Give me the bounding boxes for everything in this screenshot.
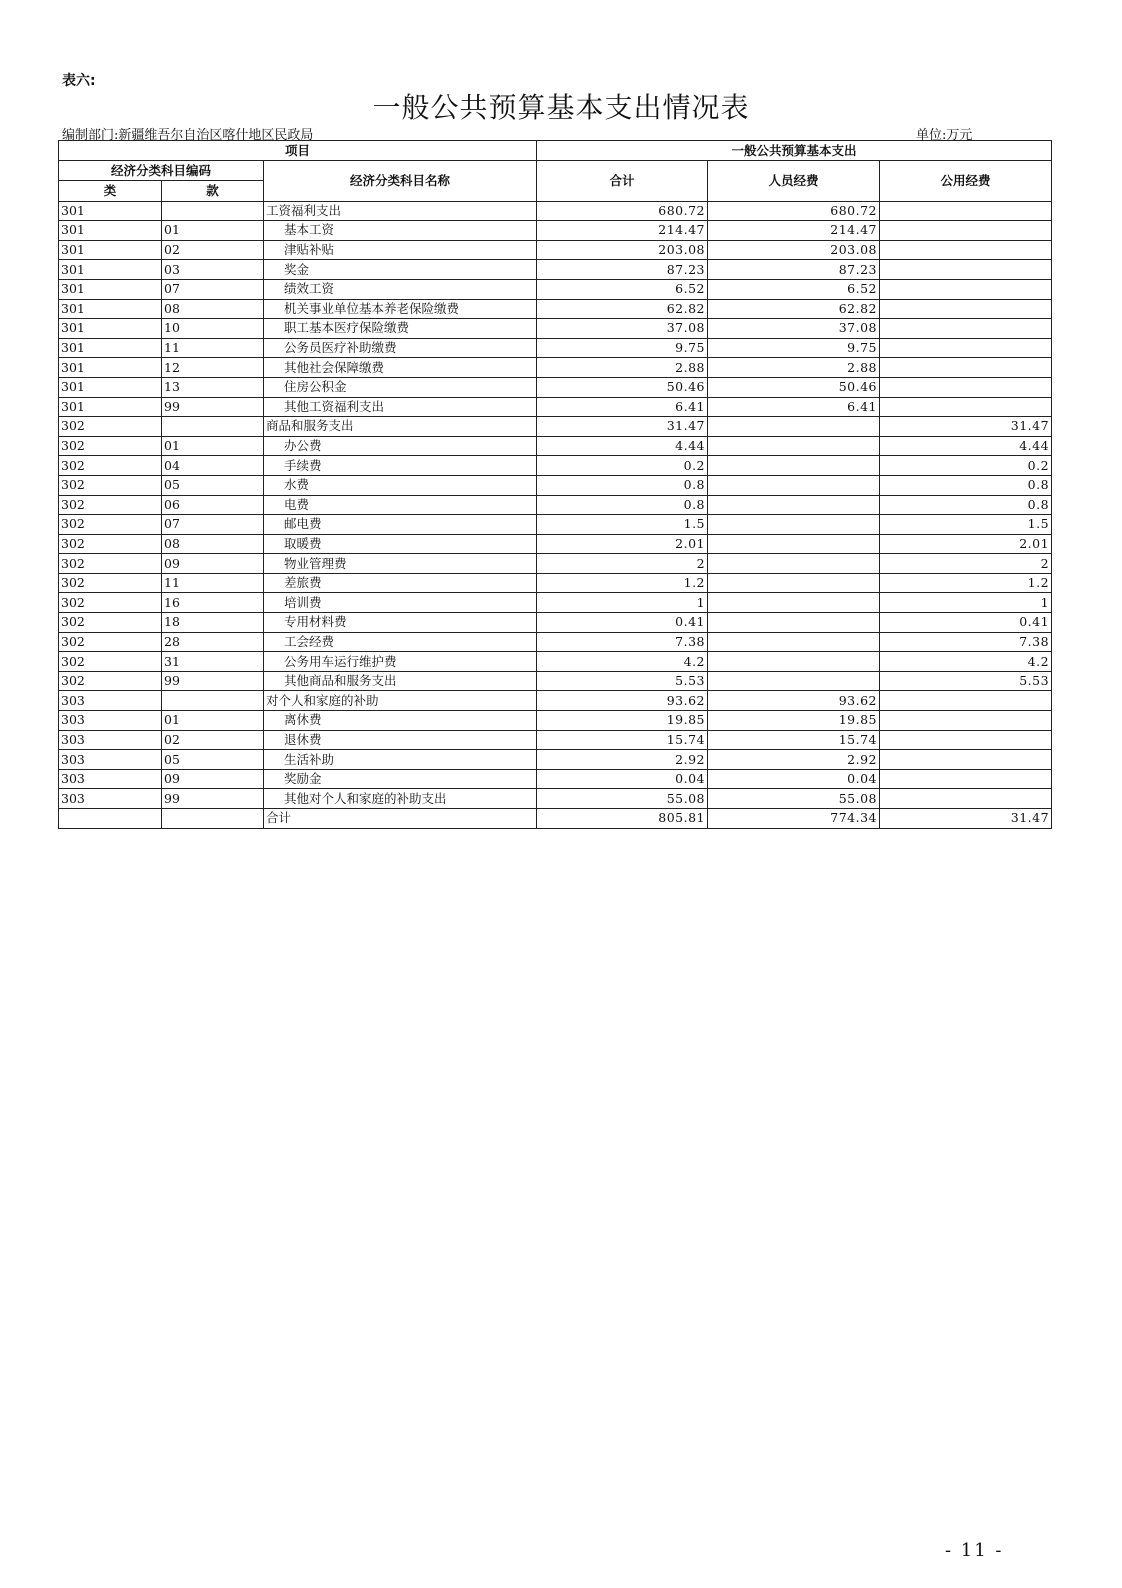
cell-name: 公务用车运行维护费 xyxy=(264,652,537,672)
header-budget-group: 一般公共预算基本支出 xyxy=(537,141,1052,161)
cell-total: 62.82 xyxy=(537,299,708,319)
cell-name: 其他商品和服务支出 xyxy=(264,671,537,691)
cell-personnel: 55.08 xyxy=(708,789,880,809)
header-kuan: 款 xyxy=(162,181,264,202)
cell-public xyxy=(880,691,1052,711)
cell-public xyxy=(880,358,1052,378)
cell-name: 其他社会保障缴费 xyxy=(264,358,537,378)
cell-lei: 301 xyxy=(59,240,162,260)
cell-lei: 301 xyxy=(59,319,162,339)
cell-name: 退休费 xyxy=(264,730,537,750)
cell-kuan xyxy=(162,201,264,221)
cell-personnel: 680.72 xyxy=(708,201,880,221)
cell-personnel xyxy=(708,475,880,495)
cell-lei: 301 xyxy=(59,358,162,378)
cell-personnel xyxy=(708,554,880,574)
cell-kuan: 99 xyxy=(162,671,264,691)
cell-total: 680.72 xyxy=(537,201,708,221)
cell-total: 93.62 xyxy=(537,691,708,711)
header-code-group: 经济分类科目编码 xyxy=(59,160,264,181)
cell-lei: 301 xyxy=(59,201,162,221)
cell-kuan: 99 xyxy=(162,789,264,809)
cell-lei: 302 xyxy=(59,417,162,437)
cell-public xyxy=(880,279,1052,299)
cell-lei: 302 xyxy=(59,554,162,574)
table-body xyxy=(59,201,1052,828)
cell-kuan: 16 xyxy=(162,593,264,613)
cell-personnel: 214.47 xyxy=(708,221,880,241)
cell-personnel: 37.08 xyxy=(708,319,880,339)
cell-personnel: 87.23 xyxy=(708,260,880,280)
cell-personnel: 93.62 xyxy=(708,691,880,711)
cell-personnel: 9.75 xyxy=(708,338,880,358)
cell-kuan: 02 xyxy=(162,240,264,260)
cell-public xyxy=(880,750,1052,770)
cell-total: 9.75 xyxy=(537,338,708,358)
cell-public: 5.53 xyxy=(880,671,1052,691)
cell-personnel xyxy=(708,573,880,593)
cell-public: 0.8 xyxy=(880,495,1052,515)
cell-name: 奖金 xyxy=(264,260,537,280)
cell-public xyxy=(880,201,1052,221)
cell-total: 87.23 xyxy=(537,260,708,280)
cell-public: 4.2 xyxy=(880,652,1052,672)
cell-kuan xyxy=(162,691,264,711)
table-row xyxy=(59,691,1052,711)
department-label: 编制部门:新疆维吾尔自治区喀什地区民政局 xyxy=(62,128,314,143)
cell-name: 机关事业单位基本养老保险缴费 xyxy=(264,299,537,319)
cell-lei: 301 xyxy=(59,377,162,397)
cell-name: 生活补助 xyxy=(264,750,537,770)
cell-kuan xyxy=(162,809,264,829)
cell-name: 专用材料费 xyxy=(264,613,537,633)
cell-personnel xyxy=(708,436,880,456)
table-row xyxy=(59,750,1052,770)
cell-kuan: 31 xyxy=(162,652,264,672)
cell-public xyxy=(880,319,1052,339)
header-lei: 类 xyxy=(59,181,162,202)
cell-lei: 303 xyxy=(59,750,162,770)
cell-name: 对个人和家庭的补助 xyxy=(264,691,537,711)
cell-public: 2.01 xyxy=(880,534,1052,554)
cell-kuan: 02 xyxy=(162,730,264,750)
cell-personnel: 62.82 xyxy=(708,299,880,319)
cell-personnel xyxy=(708,593,880,613)
cell-kuan: 01 xyxy=(162,711,264,731)
table-row xyxy=(59,456,1052,476)
cell-name: 差旅费 xyxy=(264,573,537,593)
cell-total: 6.52 xyxy=(537,279,708,299)
cell-public xyxy=(880,338,1052,358)
cell-lei xyxy=(59,809,162,829)
cell-total: 4.44 xyxy=(537,436,708,456)
cell-total: 50.46 xyxy=(537,377,708,397)
total-row xyxy=(59,809,1052,829)
cell-public: 31.47 xyxy=(880,809,1052,829)
cell-total: 0.8 xyxy=(537,475,708,495)
cell-personnel xyxy=(708,632,880,652)
cell-kuan: 04 xyxy=(162,456,264,476)
cell-name: 物业管理费 xyxy=(264,554,537,574)
table-row xyxy=(59,338,1052,358)
cell-name: 合计 xyxy=(264,809,537,829)
table-row xyxy=(59,377,1052,397)
cell-name: 手续费 xyxy=(264,456,537,476)
cell-public: 2 xyxy=(880,554,1052,574)
cell-lei: 301 xyxy=(59,397,162,417)
cell-lei: 303 xyxy=(59,769,162,789)
cell-personnel xyxy=(708,671,880,691)
cell-public xyxy=(880,260,1052,280)
cell-lei: 301 xyxy=(59,338,162,358)
cell-kuan: 01 xyxy=(162,221,264,241)
table-row xyxy=(59,358,1052,378)
cell-public: 1 xyxy=(880,593,1052,613)
cell-public xyxy=(880,769,1052,789)
cell-lei: 301 xyxy=(59,260,162,280)
table-row xyxy=(59,475,1052,495)
table-row xyxy=(59,671,1052,691)
header-personnel: 人员经费 xyxy=(708,160,880,201)
table-row xyxy=(59,260,1052,280)
cell-kuan: 10 xyxy=(162,319,264,339)
cell-lei: 302 xyxy=(59,573,162,593)
table-row xyxy=(59,730,1052,750)
cell-kuan: 08 xyxy=(162,534,264,554)
table-row xyxy=(59,593,1052,613)
cell-kuan: 11 xyxy=(162,338,264,358)
cell-kuan: 06 xyxy=(162,495,264,515)
cell-name: 邮电费 xyxy=(264,515,537,535)
cell-name: 办公费 xyxy=(264,436,537,456)
cell-public xyxy=(880,730,1052,750)
table-row xyxy=(59,201,1052,221)
cell-personnel xyxy=(708,456,880,476)
cell-name: 奖励金 xyxy=(264,769,537,789)
cell-kuan: 01 xyxy=(162,436,264,456)
cell-total: 805.81 xyxy=(537,809,708,829)
header-row-1 xyxy=(59,141,1052,161)
header-total: 合计 xyxy=(537,160,708,201)
cell-name: 商品和服务支出 xyxy=(264,417,537,437)
cell-total: 6.41 xyxy=(537,397,708,417)
cell-name: 基本工资 xyxy=(264,221,537,241)
cell-public: 0.2 xyxy=(880,456,1052,476)
cell-total: 1 xyxy=(537,593,708,613)
cell-lei: 301 xyxy=(59,279,162,299)
cell-public xyxy=(880,711,1052,731)
cell-personnel: 50.46 xyxy=(708,377,880,397)
cell-name: 公务员医疗补助缴费 xyxy=(264,338,537,358)
cell-personnel xyxy=(708,613,880,633)
cell-kuan: 08 xyxy=(162,299,264,319)
table-row xyxy=(59,279,1052,299)
cell-kuan: 05 xyxy=(162,475,264,495)
cell-public xyxy=(880,299,1052,319)
cell-public: 7.38 xyxy=(880,632,1052,652)
cell-lei: 302 xyxy=(59,515,162,535)
table-row xyxy=(59,299,1052,319)
cell-total: 1.5 xyxy=(537,515,708,535)
cell-personnel: 0.04 xyxy=(708,769,880,789)
cell-kuan: 05 xyxy=(162,750,264,770)
cell-name: 职工基本医疗保险缴费 xyxy=(264,319,537,339)
cell-total: 2 xyxy=(537,554,708,574)
cell-lei: 302 xyxy=(59,671,162,691)
cell-personnel: 6.41 xyxy=(708,397,880,417)
cell-kuan: 07 xyxy=(162,515,264,535)
cell-lei: 302 xyxy=(59,436,162,456)
cell-public: 4.44 xyxy=(880,436,1052,456)
cell-kuan: 12 xyxy=(162,358,264,378)
cell-name: 取暖费 xyxy=(264,534,537,554)
cell-kuan: 09 xyxy=(162,554,264,574)
cell-public xyxy=(880,240,1052,260)
cell-personnel: 203.08 xyxy=(708,240,880,260)
cell-total: 37.08 xyxy=(537,319,708,339)
cell-kuan: 99 xyxy=(162,397,264,417)
table-row xyxy=(59,613,1052,633)
cell-total: 4.2 xyxy=(537,652,708,672)
cell-lei: 302 xyxy=(59,652,162,672)
cell-public: 0.8 xyxy=(880,475,1052,495)
cell-kuan: 09 xyxy=(162,769,264,789)
table-row xyxy=(59,240,1052,260)
cell-total: 2.01 xyxy=(537,534,708,554)
table-row xyxy=(59,319,1052,339)
cell-name: 水费 xyxy=(264,475,537,495)
cell-public xyxy=(880,397,1052,417)
cell-lei: 302 xyxy=(59,593,162,613)
cell-public: 1.5 xyxy=(880,515,1052,535)
cell-lei: 303 xyxy=(59,730,162,750)
cell-personnel: 19.85 xyxy=(708,711,880,731)
cell-public: 0.41 xyxy=(880,613,1052,633)
cell-total: 19.85 xyxy=(537,711,708,731)
cell-total: 5.53 xyxy=(537,671,708,691)
cell-name: 工会经费 xyxy=(264,632,537,652)
cell-lei: 301 xyxy=(59,299,162,319)
cell-total: 203.08 xyxy=(537,240,708,260)
cell-lei: 303 xyxy=(59,691,162,711)
cell-personnel: 2.88 xyxy=(708,358,880,378)
cell-personnel: 2.92 xyxy=(708,750,880,770)
cell-public xyxy=(880,221,1052,241)
cell-personnel: 6.52 xyxy=(708,279,880,299)
cell-total: 2.92 xyxy=(537,750,708,770)
cell-kuan: 11 xyxy=(162,573,264,593)
cell-public: 1.2 xyxy=(880,573,1052,593)
table-row xyxy=(59,789,1052,809)
cell-total: 2.88 xyxy=(537,358,708,378)
cell-total: 0.8 xyxy=(537,495,708,515)
cell-personnel xyxy=(708,515,880,535)
cell-name: 工资福利支出 xyxy=(264,201,537,221)
cell-name: 津贴补贴 xyxy=(264,240,537,260)
page-number: - 11 - xyxy=(945,1540,1004,1561)
table-row xyxy=(59,652,1052,672)
cell-total: 55.08 xyxy=(537,789,708,809)
table-row xyxy=(59,417,1052,437)
cell-name: 其他工资福利支出 xyxy=(264,397,537,417)
header-project: 项目 xyxy=(59,141,537,161)
cell-lei: 301 xyxy=(59,221,162,241)
cell-name: 住房公积金 xyxy=(264,377,537,397)
cell-kuan: 28 xyxy=(162,632,264,652)
cell-name: 电费 xyxy=(264,495,537,515)
cell-lei: 303 xyxy=(59,711,162,731)
cell-lei: 303 xyxy=(59,789,162,809)
cell-personnel xyxy=(708,495,880,515)
table-row xyxy=(59,573,1052,593)
cell-total: 7.38 xyxy=(537,632,708,652)
header-row-2 xyxy=(59,160,1052,181)
table-row xyxy=(59,515,1052,535)
table-row xyxy=(59,769,1052,789)
table-row xyxy=(59,534,1052,554)
cell-kuan: 13 xyxy=(162,377,264,397)
cell-kuan: 18 xyxy=(162,613,264,633)
cell-total: 15.74 xyxy=(537,730,708,750)
cell-name: 其他对个人和家庭的补助支出 xyxy=(264,789,537,809)
cell-total: 31.47 xyxy=(537,417,708,437)
header-public: 公用经费 xyxy=(880,160,1052,201)
cell-total: 0.2 xyxy=(537,456,708,476)
cell-public xyxy=(880,377,1052,397)
cell-lei: 302 xyxy=(59,475,162,495)
cell-kuan: 03 xyxy=(162,260,264,280)
table-row xyxy=(59,221,1052,241)
cell-public xyxy=(880,789,1052,809)
table-row xyxy=(59,397,1052,417)
cell-name: 离休费 xyxy=(264,711,537,731)
table-row xyxy=(59,554,1052,574)
page-title: 一般公共预算基本支出情况表 xyxy=(372,91,750,124)
cell-public: 31.47 xyxy=(880,417,1052,437)
cell-name: 培训费 xyxy=(264,593,537,613)
cell-personnel xyxy=(708,534,880,554)
cell-total: 1.2 xyxy=(537,573,708,593)
cell-total: 0.04 xyxy=(537,769,708,789)
cell-total: 214.47 xyxy=(537,221,708,241)
table-row xyxy=(59,495,1052,515)
cell-kuan xyxy=(162,417,264,437)
cell-personnel: 774.34 xyxy=(708,809,880,829)
unit-label: 单位:万元 xyxy=(916,128,973,143)
cell-total: 0.41 xyxy=(537,613,708,633)
cell-personnel xyxy=(708,652,880,672)
cell-kuan: 07 xyxy=(162,279,264,299)
header-name: 经济分类科目名称 xyxy=(264,160,537,201)
table-label: 表六: xyxy=(62,73,96,89)
cell-lei: 302 xyxy=(59,456,162,476)
table-row xyxy=(59,711,1052,731)
cell-lei: 302 xyxy=(59,632,162,652)
table-row xyxy=(59,632,1052,652)
cell-lei: 302 xyxy=(59,534,162,554)
cell-lei: 302 xyxy=(59,495,162,515)
cell-personnel: 15.74 xyxy=(708,730,880,750)
table-row xyxy=(59,436,1052,456)
cell-personnel xyxy=(708,417,880,437)
budget-table xyxy=(58,140,1052,829)
cell-lei: 302 xyxy=(59,613,162,633)
cell-name: 绩效工资 xyxy=(264,279,537,299)
